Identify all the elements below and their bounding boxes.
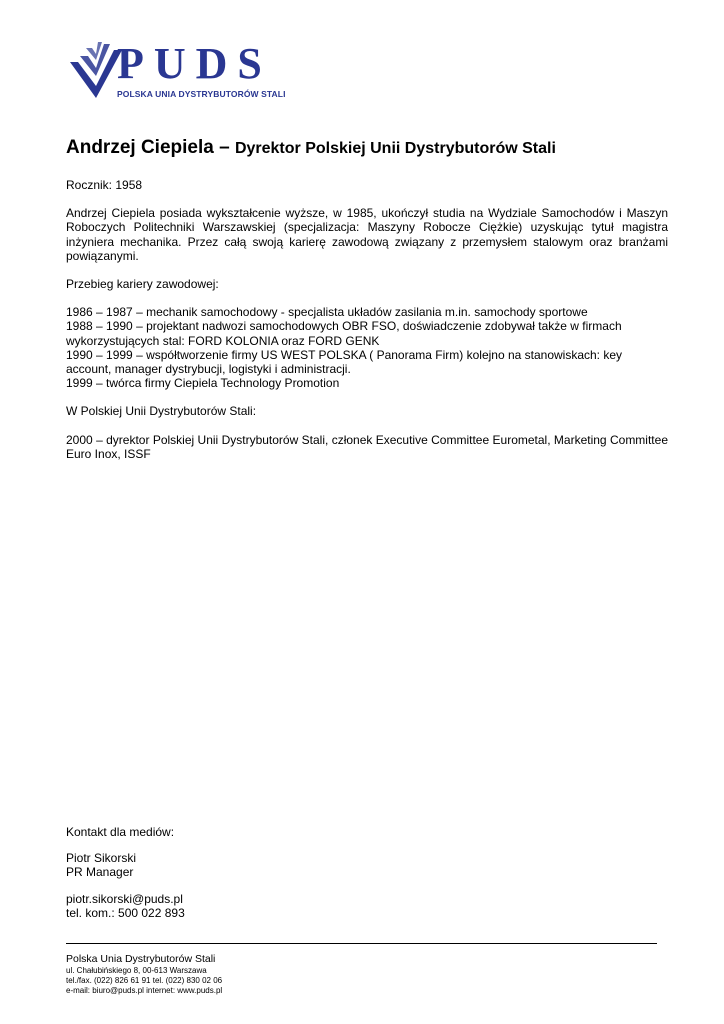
title-role: Dyrektor Polskiej Unii Dystrybutorów Stali xyxy=(234,140,556,157)
title-dash: – xyxy=(213,137,235,158)
career-item: 1999 – twórca firmy Ciepiela Technology Promotion xyxy=(66,376,340,391)
contact-heading: Kontakt dla mediów: xyxy=(66,825,175,839)
footer-divider xyxy=(66,943,657,944)
career-item: 1990 – 1999 – współtworzenie firmy US WEST POLSKA ( Panorama Firm) kolejno na stanowiskach: key account, manager dystrybucji, logistyki i administracji. xyxy=(66,347,623,377)
contact-phone: tel. kom.: 500 022 893 xyxy=(66,905,185,920)
document-body xyxy=(66,178,668,461)
puds-role: 2000 – dyrektor Polskiej Unii Dystrybutorów Stali, członek Executive Committee Eurometal, Marketing Committee Euro Inox, ISSF xyxy=(66,432,668,461)
footer-address: ul. Chałubińskiego 8, 00-613 Warszawa xyxy=(66,966,207,975)
contact-name: Piotr Sikorski xyxy=(66,851,137,866)
title-name: Andrzej Ciepiela xyxy=(66,137,214,158)
education-paragraph: Andrzej Ciepiela posiada wykształcenie wyższe, w 1985, ukończył studia na Wydziale Samochodów i Maszyn Roboczych Politechniki Warszawskiej (specjalizacja: Maszyny Robocze Ciężkie) uzyskując tytuł magistra inżyniera mechanika. Przez całą swoją karierę zawodową związany z przemysłem stalowym oraz branżami powiązanymi. xyxy=(66,206,668,263)
career-item: 1988 – 1990 – projektant nadwozi samochodowych OBR FSO, doświadczenie zdobywał także w firmach wykorzystujących stal: FORD KOLONIA oraz FORD GENK xyxy=(66,319,622,348)
footer-email-web: e-mail: biuro@puds.pl internet: www.puds.pl xyxy=(66,986,223,995)
career-heading: Przebieg kariery zawodowej: xyxy=(66,277,219,292)
footer-org: Polska Unia Dystrybutorów Stali xyxy=(66,953,216,965)
footer-tel: tel./fax. (022) 826 61 91 tel. (022) 830 02 06 xyxy=(66,976,223,985)
birth-year: Rocznik: 1958 xyxy=(66,178,143,192)
footer xyxy=(66,953,222,996)
media-contact xyxy=(66,825,668,920)
logo-wordmark: PUDS xyxy=(117,39,272,88)
puds-heading: W Polskiej Unii Dystrybutorów Stali: xyxy=(66,404,257,419)
contact-email[interactable]: piotr.sikorski@puds.pl xyxy=(66,891,183,906)
logo-subtitle: POLSKA UNIA DYSTRYBUTORÓW STALI xyxy=(117,89,286,99)
career-item: 1986 – 1987 – mechanik samochodowy - specjalista układów zasilania m.in. samochody sportowe xyxy=(66,305,588,320)
contact-position: PR Manager xyxy=(66,865,134,880)
page-title xyxy=(66,137,556,159)
